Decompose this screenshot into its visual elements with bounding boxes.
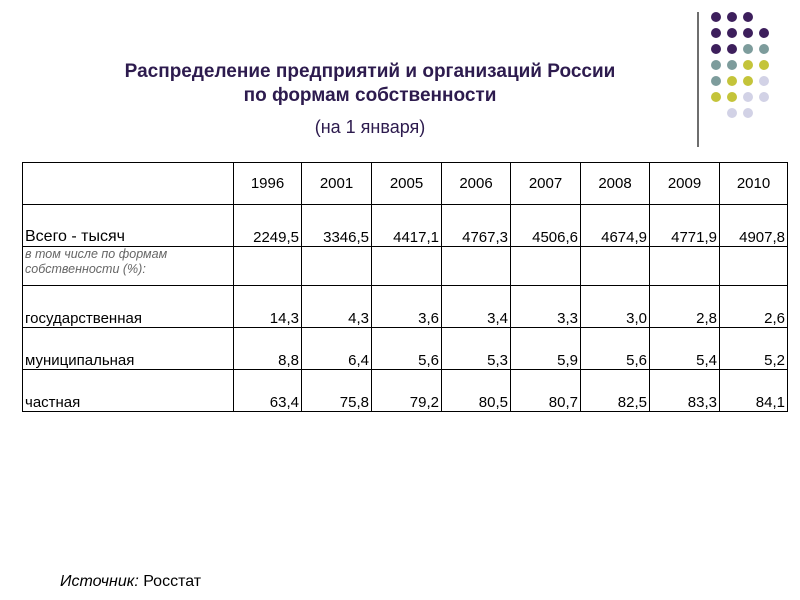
decorative-dot <box>759 60 769 70</box>
decorative-dot <box>727 92 737 102</box>
decorative-dot <box>759 76 769 86</box>
table-cell: 4417,1 <box>372 205 442 247</box>
source-note <box>60 573 201 591</box>
table-row-note <box>23 247 788 286</box>
table-cell: 3346,5 <box>302 205 372 247</box>
decorative-dot <box>727 108 737 118</box>
title-line-1: Распределение предприятий и организаций России <box>124 61 616 82</box>
table-cell: 14,3 <box>234 286 302 328</box>
table-cell <box>234 247 302 286</box>
decorative-dot <box>743 92 753 102</box>
table-cell <box>372 247 442 286</box>
year-header: 2008 <box>581 163 650 205</box>
slide-title <box>60 60 680 108</box>
table-cell <box>650 247 720 286</box>
decorative-dot <box>759 44 769 54</box>
title-line-2: по формам собственности <box>243 85 497 106</box>
table-cell: 5,9 <box>511 328 581 370</box>
table-cell: 80,7 <box>511 370 581 412</box>
table-cell: 82,5 <box>581 370 650 412</box>
table-cell: 4,3 <box>302 286 372 328</box>
table-cell: 3,6 <box>372 286 442 328</box>
decorative-dot <box>743 12 753 22</box>
table-row-total <box>23 205 788 247</box>
table-cell: 8,8 <box>234 328 302 370</box>
header-corner-cell <box>23 163 234 205</box>
table-row-municipal <box>23 328 788 370</box>
decorative-dot <box>743 44 753 54</box>
decorative-dot <box>727 44 737 54</box>
year-header: 2001 <box>302 163 372 205</box>
table-cell: 4767,3 <box>442 205 511 247</box>
decorative-dot <box>727 12 737 22</box>
table-cell: 83,3 <box>650 370 720 412</box>
table-cell: 84,1 <box>720 370 788 412</box>
decorative-dot <box>711 92 721 102</box>
table-cell: 2,8 <box>650 286 720 328</box>
decorative-dot <box>743 76 753 86</box>
table-cell: 5,3 <box>442 328 511 370</box>
source-value: Росстат <box>138 573 202 590</box>
decorative-dot <box>743 108 753 118</box>
table-cell: 4506,6 <box>511 205 581 247</box>
decorative-dot <box>727 60 737 70</box>
year-header: 2005 <box>372 163 442 205</box>
note-label: в том числе по формам собственности (%): <box>23 247 234 286</box>
table-cell: 3,4 <box>442 286 511 328</box>
decorative-dot <box>743 60 753 70</box>
decorative-dot <box>743 28 753 38</box>
table-cell <box>302 247 372 286</box>
table-cell: 2249,5 <box>234 205 302 247</box>
decorative-dot <box>727 76 737 86</box>
row-label: Всего - тысяч <box>23 205 234 247</box>
table-cell: 4907,8 <box>720 205 788 247</box>
decorative-dot <box>711 60 721 70</box>
header-row <box>23 163 788 205</box>
table-cell: 5,6 <box>372 328 442 370</box>
table-cell: 6,4 <box>302 328 372 370</box>
table-cell: 3,3 <box>511 286 581 328</box>
decorative-dot <box>711 44 721 54</box>
table-row-state <box>23 286 788 328</box>
table-cell <box>511 247 581 286</box>
decorative-dot <box>727 28 737 38</box>
table-cell <box>581 247 650 286</box>
year-header: 2009 <box>650 163 720 205</box>
divider-line <box>697 12 699 147</box>
table-cell: 63,4 <box>234 370 302 412</box>
table-cell: 2,6 <box>720 286 788 328</box>
table-row-private <box>23 370 788 412</box>
decorative-dot <box>711 28 721 38</box>
ownership-table <box>22 162 788 412</box>
year-header: 1996 <box>234 163 302 205</box>
year-header: 2006 <box>442 163 511 205</box>
decorative-dot <box>711 12 721 22</box>
table-cell: 79,2 <box>372 370 442 412</box>
decorative-dot <box>711 76 721 86</box>
table-cell: 4674,9 <box>581 205 650 247</box>
source-label: Источник: <box>60 573 139 590</box>
table-cell: 4771,9 <box>650 205 720 247</box>
row-label: муниципальная <box>23 328 234 370</box>
year-header: 2010 <box>720 163 788 205</box>
table-cell: 5,4 <box>650 328 720 370</box>
table-cell: 75,8 <box>302 370 372 412</box>
table-cell: 5,6 <box>581 328 650 370</box>
row-label: государственная <box>23 286 234 328</box>
slide-subtitle: (на 1 января) <box>314 117 426 137</box>
table-cell: 80,5 <box>442 370 511 412</box>
table-cell: 5,2 <box>720 328 788 370</box>
table-cell <box>720 247 788 286</box>
row-label: частная <box>23 370 234 412</box>
table-cell <box>442 247 511 286</box>
year-header: 2007 <box>511 163 581 205</box>
decorative-dot <box>759 92 769 102</box>
table-cell: 3,0 <box>581 286 650 328</box>
decorative-dot <box>759 28 769 38</box>
